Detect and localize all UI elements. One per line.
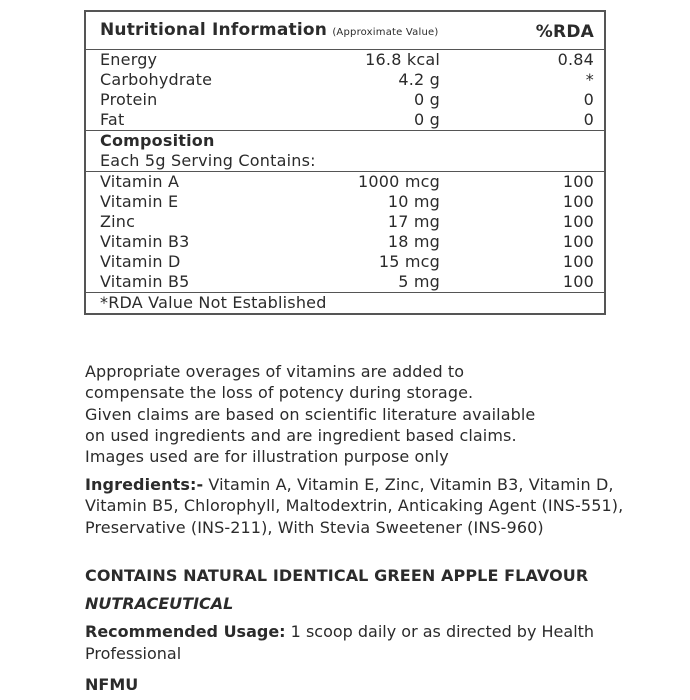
nutrient-row	[85, 90, 605, 110]
nutrient-amount: 0 g	[413, 110, 440, 129]
usage-block	[85, 621, 625, 665]
vitamin-name: Vitamin E	[100, 192, 179, 211]
ingredients-label: Ingredients:-	[85, 475, 204, 494]
nutrient-name: Carbohydrate	[100, 70, 213, 89]
vitamin-rda: 100	[562, 212, 594, 231]
composition-row	[85, 131, 605, 152]
vitamin-rda: 100	[562, 232, 594, 251]
serving-text: Each 5g Serving Contains:	[100, 151, 316, 170]
note-line: Images used are for illustration purpose only	[85, 447, 449, 467]
vitamin-amount: 17 mg	[387, 212, 440, 231]
footnote-text: *RDA Value Not Established	[85, 293, 605, 315]
nutrient-row	[85, 70, 605, 90]
vitamin-amount: 18 mg	[387, 232, 440, 251]
nutrient-row	[85, 110, 605, 131]
nutrient-rda: *	[585, 70, 594, 89]
usage-text: 1 scoop daily or as directed by Health Professional	[85, 622, 595, 663]
nutrient-rda: 0	[583, 90, 594, 109]
vitamin-rda: 100	[562, 272, 594, 291]
nutrient-name: Fat	[100, 110, 125, 129]
vitamin-row	[85, 192, 605, 212]
vitamin-row	[85, 252, 605, 272]
category-label: NUTRACEUTICAL	[85, 594, 234, 613]
vitamin-row	[85, 232, 605, 252]
vitamin-amount: 15 mcg	[378, 252, 440, 271]
note-line: Appropriate overages of vitamins are added to	[85, 362, 465, 381]
nutrition-table	[84, 10, 606, 315]
nutrient-name: Protein	[100, 90, 158, 109]
nutrition-label	[84, 10, 606, 315]
nfmu-label: NFMU	[85, 675, 139, 694]
vitamin-row	[85, 212, 605, 232]
nutrient-row	[85, 50, 605, 71]
note-line: Given claims are based on scientific literature available	[85, 404, 536, 424]
footnote-row	[85, 293, 605, 315]
nutrient-amount: 0 g	[413, 90, 440, 109]
nutrient-amount: 4.2 g	[398, 70, 440, 89]
serving-row	[85, 151, 605, 172]
vitamin-amount: 5 mg	[398, 272, 440, 291]
vitamin-name: Zinc	[100, 212, 136, 231]
composition-title: Composition	[85, 131, 605, 152]
vitamin-name: Vitamin B5	[100, 272, 190, 291]
nutrient-amount: 16.8 kcal	[365, 50, 440, 69]
vitamin-amount: 1000 mcg	[266, 172, 450, 193]
table-header-row	[85, 11, 605, 50]
nutrient-name: Energy	[100, 50, 158, 69]
vitamin-rda: 100	[450, 172, 605, 193]
vitamin-amount: 10 mg	[387, 192, 440, 211]
vitamin-rda: 100	[562, 192, 594, 211]
vitamin-name: Vitamin B3	[100, 232, 190, 251]
vitamin-row	[85, 272, 605, 293]
approx-note: (Approximate Value)	[332, 27, 439, 38]
table-title: Nutritional Information	[100, 20, 328, 40]
usage-label: Recommended Usage:	[85, 622, 286, 641]
vitamin-rda: 100	[562, 252, 594, 271]
vitamin-name: Vitamin D	[100, 252, 181, 271]
flavour-statement: CONTAINS NATURAL IDENTICAL GREEN APPLE FLAVOUR	[85, 566, 589, 585]
vitamin-name: Vitamin A	[85, 172, 266, 193]
rda-header: %RDA	[450, 11, 605, 50]
nutrient-rda: 0.84	[557, 50, 594, 69]
note-line: compensate the loss of potency during storage.	[85, 383, 474, 403]
vitamin-row	[85, 172, 605, 193]
note-line: on used ingredients and are ingredient based claims.	[85, 425, 517, 445]
ingredients-text: Vitamin A, Vitamin E, Zinc, Vitamin B3, Vitamin D, Vitamin B5, Chlorophyll, Maltodextrin, Anticaking Agent (INS-551), Preservative (INS-211), With Stevia Sweetener (INS-960)	[85, 475, 624, 537]
nutrient-rda: 0	[583, 110, 594, 129]
disclaimer-notes	[85, 361, 625, 467]
ingredients-block	[85, 474, 625, 538]
